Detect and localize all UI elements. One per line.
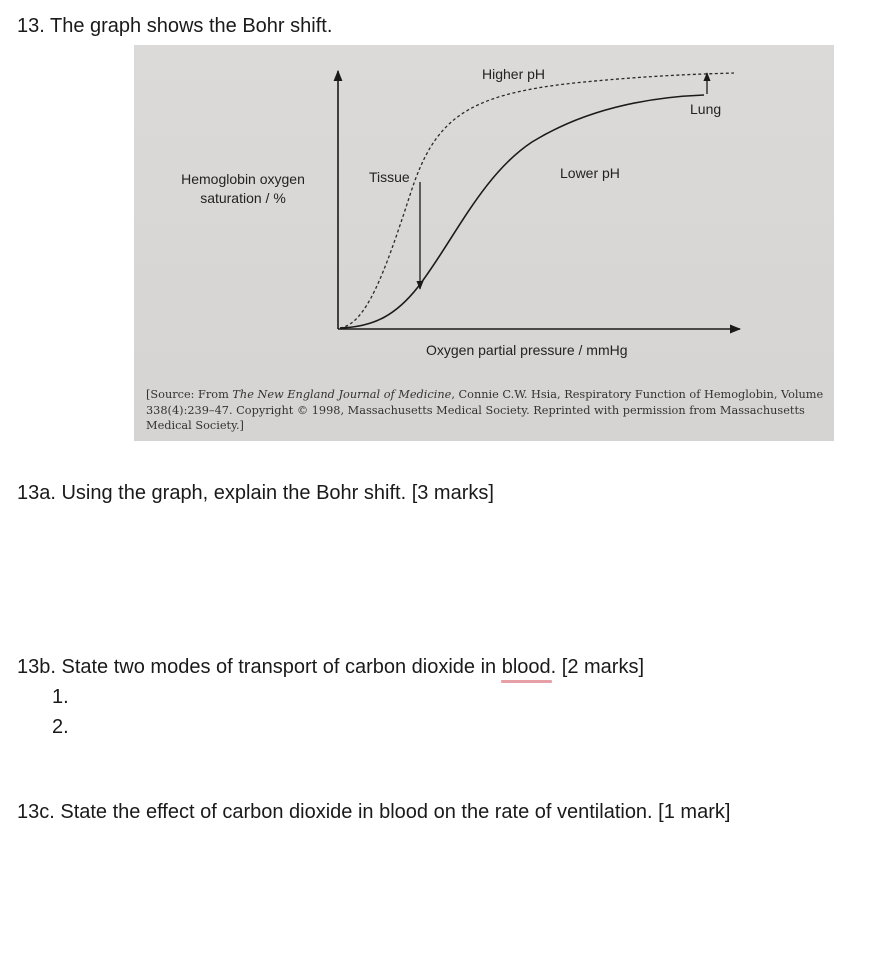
question-13a-text: 13a. Using the graph, explain the Bohr shift. [3 marks] bbox=[17, 482, 494, 504]
oxygen-dissociation-graph bbox=[134, 45, 834, 441]
answer-list-item-1: 1. bbox=[52, 686, 69, 708]
lung-label: Lung bbox=[690, 101, 722, 117]
question-13-text: 13. The graph shows the Bohr shift. bbox=[17, 15, 333, 37]
answer-list-item-2: 2. bbox=[52, 716, 69, 738]
figure-source-citation: [Source: From The New England Journal of Medicine, Connie C.W. Hsia, Respiratory Function of Hemoglobin, Volume 338(4):239–47. Copyright © 1998, Massachusetts Medical Society. Reprinted with permission from Massachusetts Medical Society.] bbox=[146, 388, 824, 432]
higher-ph-label: Higher pH bbox=[482, 66, 546, 82]
tissue-label: Tissue bbox=[369, 169, 410, 185]
question-13c-text: 13c. State the effect of carbon dioxide in blood on the rate of ventilation. [1 mark] bbox=[17, 801, 731, 823]
higher-ph-curve bbox=[340, 73, 734, 328]
x-axis-label: Oxygen partial pressure / mmHg bbox=[426, 342, 628, 358]
question-13b-text: 13b. State two modes of transport of carbon dioxide in blood. [2 marks] bbox=[17, 656, 645, 678]
spellcheck-flagged-word[interactable]: blood bbox=[501, 656, 551, 678]
y-axis-label: Hemoglobin oxygen saturation / % bbox=[181, 171, 305, 206]
lower-ph-label: Lower pH bbox=[560, 165, 620, 181]
bohr-shift-figure bbox=[134, 45, 834, 441]
lower-ph-curve bbox=[340, 95, 704, 328]
